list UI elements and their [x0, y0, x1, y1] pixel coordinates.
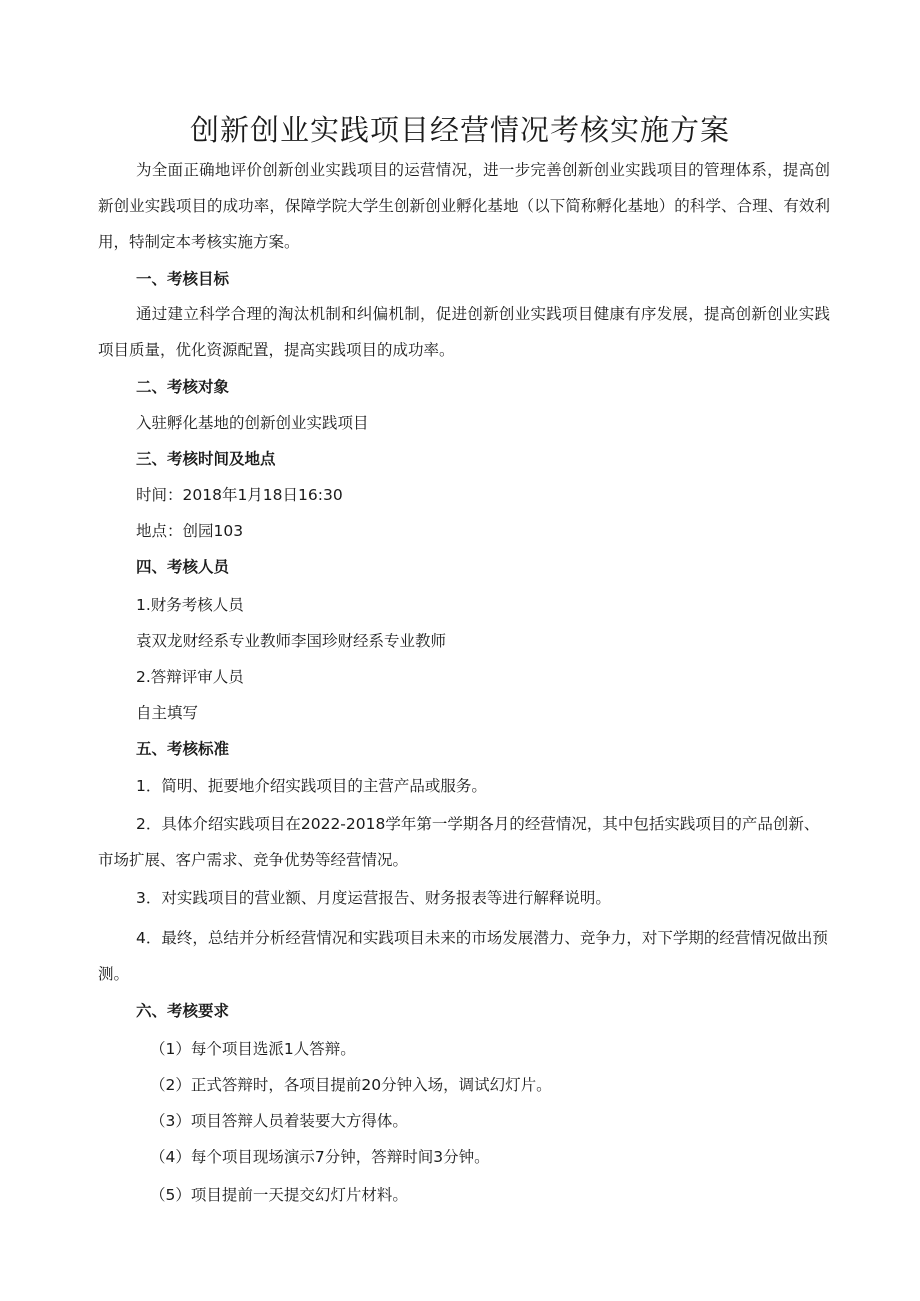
- section-heading-time: 三、考核时间及地点: [136, 450, 276, 468]
- target-text: 入驻孵化基地的创新创业实践项目: [136, 414, 369, 432]
- document-title: 创新创业实践项目经营情况考核实施方案: [189, 113, 730, 147]
- standard-item-1: 1．简明、扼要地介绍实践项目的主营产品或服务。: [136, 777, 487, 795]
- staff-finance-names: 袁双龙财经系专业教师李国珍财经系专业教师: [136, 632, 447, 650]
- staff-review-names: 自主填写: [136, 704, 199, 722]
- intro-paragraph: 为全面正确地评价创新创业实践项目的运营情况，进一步完善创新创业实践项目的管理体系，提高创新创业实践项目的成功率，保障学院大学生创新创业孵化基地（以下简称孵化基地）的科学、合理、有效利用，特制定本考核实施方案。: [98, 161, 830, 251]
- section-heading-staff: 四、考核人员: [136, 558, 230, 576]
- staff-finance-label: 1.财务考核人员: [136, 596, 244, 614]
- time-text: 时间：2018年1月18日16:30: [136, 486, 343, 504]
- section-heading-requirement: 六、考核要求: [136, 1002, 230, 1020]
- goal-paragraph: 通过建立科学合理的淘汰机制和纠偏机制，促进创新创业实践项目健康有序发展，提高创新创业实践项目质量，优化资源配置，提高实践项目的成功率。: [98, 305, 830, 359]
- section-heading-target: 二、考核对象: [136, 378, 230, 396]
- staff-review-label: 2.答辩评审人员: [136, 668, 244, 686]
- standard-item-3: 3．对实践项目的营业额、月度运营报告、财务报表等进行解释说明。: [136, 889, 611, 907]
- requirement-item-1: （1）每个项目选派1人答辩。: [150, 1040, 356, 1058]
- requirement-item-4: （4）每个项目现场演示7分钟，答辩时间3分钟。: [150, 1148, 490, 1166]
- standard-item-2: 2．具体介绍实践项目在2022-2018学年第一学期各月的经营情况，其中包括实践项目的产品创新、市场扩展、客户需求、竞争优势等经营情况。: [98, 815, 820, 869]
- requirement-item-2: （2）正式答辩时，各项目提前20分钟入场，调试幻灯片。: [150, 1076, 552, 1094]
- place-text: 地点：创园103: [136, 522, 244, 540]
- section-heading-goal: 一、考核目标: [136, 270, 230, 288]
- requirement-item-5: （5）项目提前一天提交幻灯片材料。: [150, 1186, 408, 1204]
- requirement-item-3: （3）项目答辩人员着装要大方得体。: [150, 1112, 408, 1130]
- standard-item-4: 4．最终，总结并分析经营情况和实践项目未来的市场发展潜力、竞争力，对下学期的经营情况做出预测。: [98, 929, 828, 983]
- section-heading-standard: 五、考核标准: [136, 740, 230, 758]
